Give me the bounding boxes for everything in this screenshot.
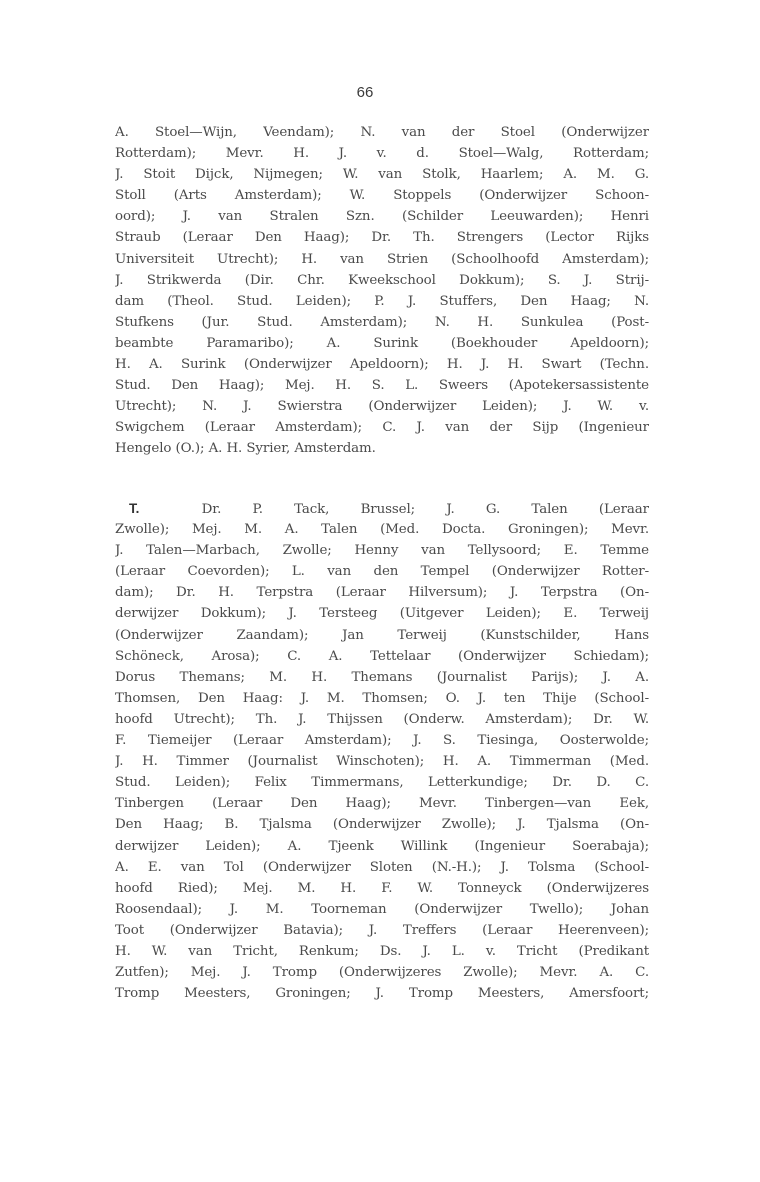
- text-line: Universiteit Utrecht); H. van Strien (Schoolhoofd Amsterdam);: [115, 251, 649, 267]
- text-line: Rotterdam); Mevr. H. J. v. d. Stoel—Walg, Rotterdam;: [115, 146, 649, 162]
- text-line: derwijzer Dokkum); J. Tersteeg (Uitgever Leiden); E. Terweij: [115, 606, 649, 622]
- text-line: (Onderwijzer Zaandam); Jan Terweij (Kunstschilder, Hans: [115, 627, 649, 643]
- text-line: hoofd Utrecht); Th. J. Thijssen (Onderw. Amsterdam); Dr. W.: [115, 711, 649, 727]
- text-line: Stoll (Arts Amsterdam); W. Stoppels (Onderwijzer Schoon-: [115, 188, 649, 204]
- text-line: Toot (Onderwijzer Batavia); J. Treffers (Leraar Heerenveen);: [115, 922, 649, 938]
- text-line: Stud. Leiden); Felix Timmermans, Letterkundige; Dr. D. C.: [115, 775, 649, 791]
- text-line: A. E. van Tol (Onderwijzer Sloten (N.-H.); J. Tolsma (School-: [115, 859, 649, 875]
- text-line: J. Strikwerda (Dir. Chr. Kweekschool Dokkum); S. J. Strij-: [115, 272, 649, 288]
- text-line: J. Stoit Dijck, Nijmegen; W. van Stolk, Haarlem; A. M. G.: [115, 167, 649, 183]
- text-line: Zutfen); Mej. J. Tromp (Onderwijzeres Zwolle); Mevr. A. C.: [115, 965, 649, 981]
- text-line: Dorus Themans; M. H. Themans (Journalist Parijs); J. A.: [115, 669, 649, 685]
- text-line: Zwolle); Mej. M. A. Talen (Med. Docta. Groningen); Mevr.: [115, 522, 649, 538]
- paragraph-t-names: [115, 498, 649, 1004]
- text-line: F. Tiemeijer (Leraar Amsterdam); J. S. Tiesinga, Oosterwolde;: [115, 733, 649, 749]
- text-line: Utrecht); N. J. Swierstra (Onderwijzer Leiden); J. W. v.: [115, 399, 649, 415]
- text-line: J. H. Timmer (Journalist Winschoten); H. A. Timmerman (Med.: [115, 754, 649, 770]
- text-line: Den Haag; B. Tjalsma (Onderwijzer Zwolle); J. Tjalsma (On-: [115, 817, 649, 833]
- text-line: dam (Theol. Stud. Leiden); P. J. Stuffers, Den Haag; N.: [115, 293, 649, 309]
- text-line: Tromp Meesters, Groningen; J. Tromp Meesters, Amersfoort;: [115, 986, 649, 1002]
- text-line: Swigchem (Leraar Amsterdam); C. J. van der Sijp (Ingenieur: [115, 420, 649, 436]
- text-line: (Leraar Coevorden); L. van den Tempel (Onderwijzer Rotter-: [115, 564, 649, 580]
- text-line: Tinbergen (Leraar Den Haag); Mevr. Tinbergen—van Eek,: [115, 796, 649, 812]
- text-line: Straub (Leraar Den Haag); Dr. Th. Strengers (Lector Rijks: [115, 230, 649, 246]
- text-line: oord); J. van Stralen Szn. (Schilder Leeuwarden); Henri: [115, 209, 649, 225]
- text-line: H. W. van Tricht, Renkum; Ds. J. L. v. Tricht (Predikant: [115, 943, 649, 959]
- text-line: H. A. Surink (Onderwijzer Apeldoorn); H. J. H. Swart (Techn.: [115, 357, 649, 373]
- text-line: dam); Dr. H. Terpstra (Leraar Hilversum); J. Terpstra (On-: [115, 585, 649, 601]
- text-line: Stud. Den Haag); Mej. H. S. L. Sweers (Apotekersassistente: [115, 378, 649, 394]
- text-line: Thomsen, Den Haag: J. M. Thomsen; O. J. ten Thije (School-: [115, 690, 649, 706]
- text-line: Stufkens (Jur. Stud. Amsterdam); N. H. Sunkulea (Post-: [115, 314, 649, 330]
- text-line-content: Dr. P. Tack, Brussel; J. G. Talen (Leraar: [201, 502, 649, 517]
- section-letter: T.: [129, 501, 140, 516]
- text-line: beambte Paramaribo); A. Surink (Boekhouder Apeldoorn);: [115, 335, 649, 351]
- text-line: J. Talen—Marbach, Zwolle; Henny van Tellysoord; E. Temme: [115, 543, 649, 559]
- page-number: 66: [356, 84, 374, 101]
- text-line: derwijzer Leiden); A. Tjeenk Willink (Ingenieur Soerabaja);: [115, 838, 649, 854]
- text-line: hoofd Ried); Mej. M. H. F. W. Tonneyck (Onderwijzeres: [115, 880, 649, 896]
- text-line: Roosendaal); J. M. Toorneman (Onderwijzer Twello); Johan: [115, 901, 649, 917]
- text-line: A. Stoel—Wijn, Veendam); N. van der Stoel (Onderwijzer: [115, 125, 649, 140]
- paragraph-s-names: [115, 122, 649, 460]
- text-line: Hengelo (O.); A. H. Syrier, Amsterdam.: [115, 441, 376, 457]
- text-line-first: [115, 498, 649, 519]
- text-line: Schöneck, Arosa); C. A. Tettelaar (Onderwijzer Schiedam);: [115, 648, 649, 664]
